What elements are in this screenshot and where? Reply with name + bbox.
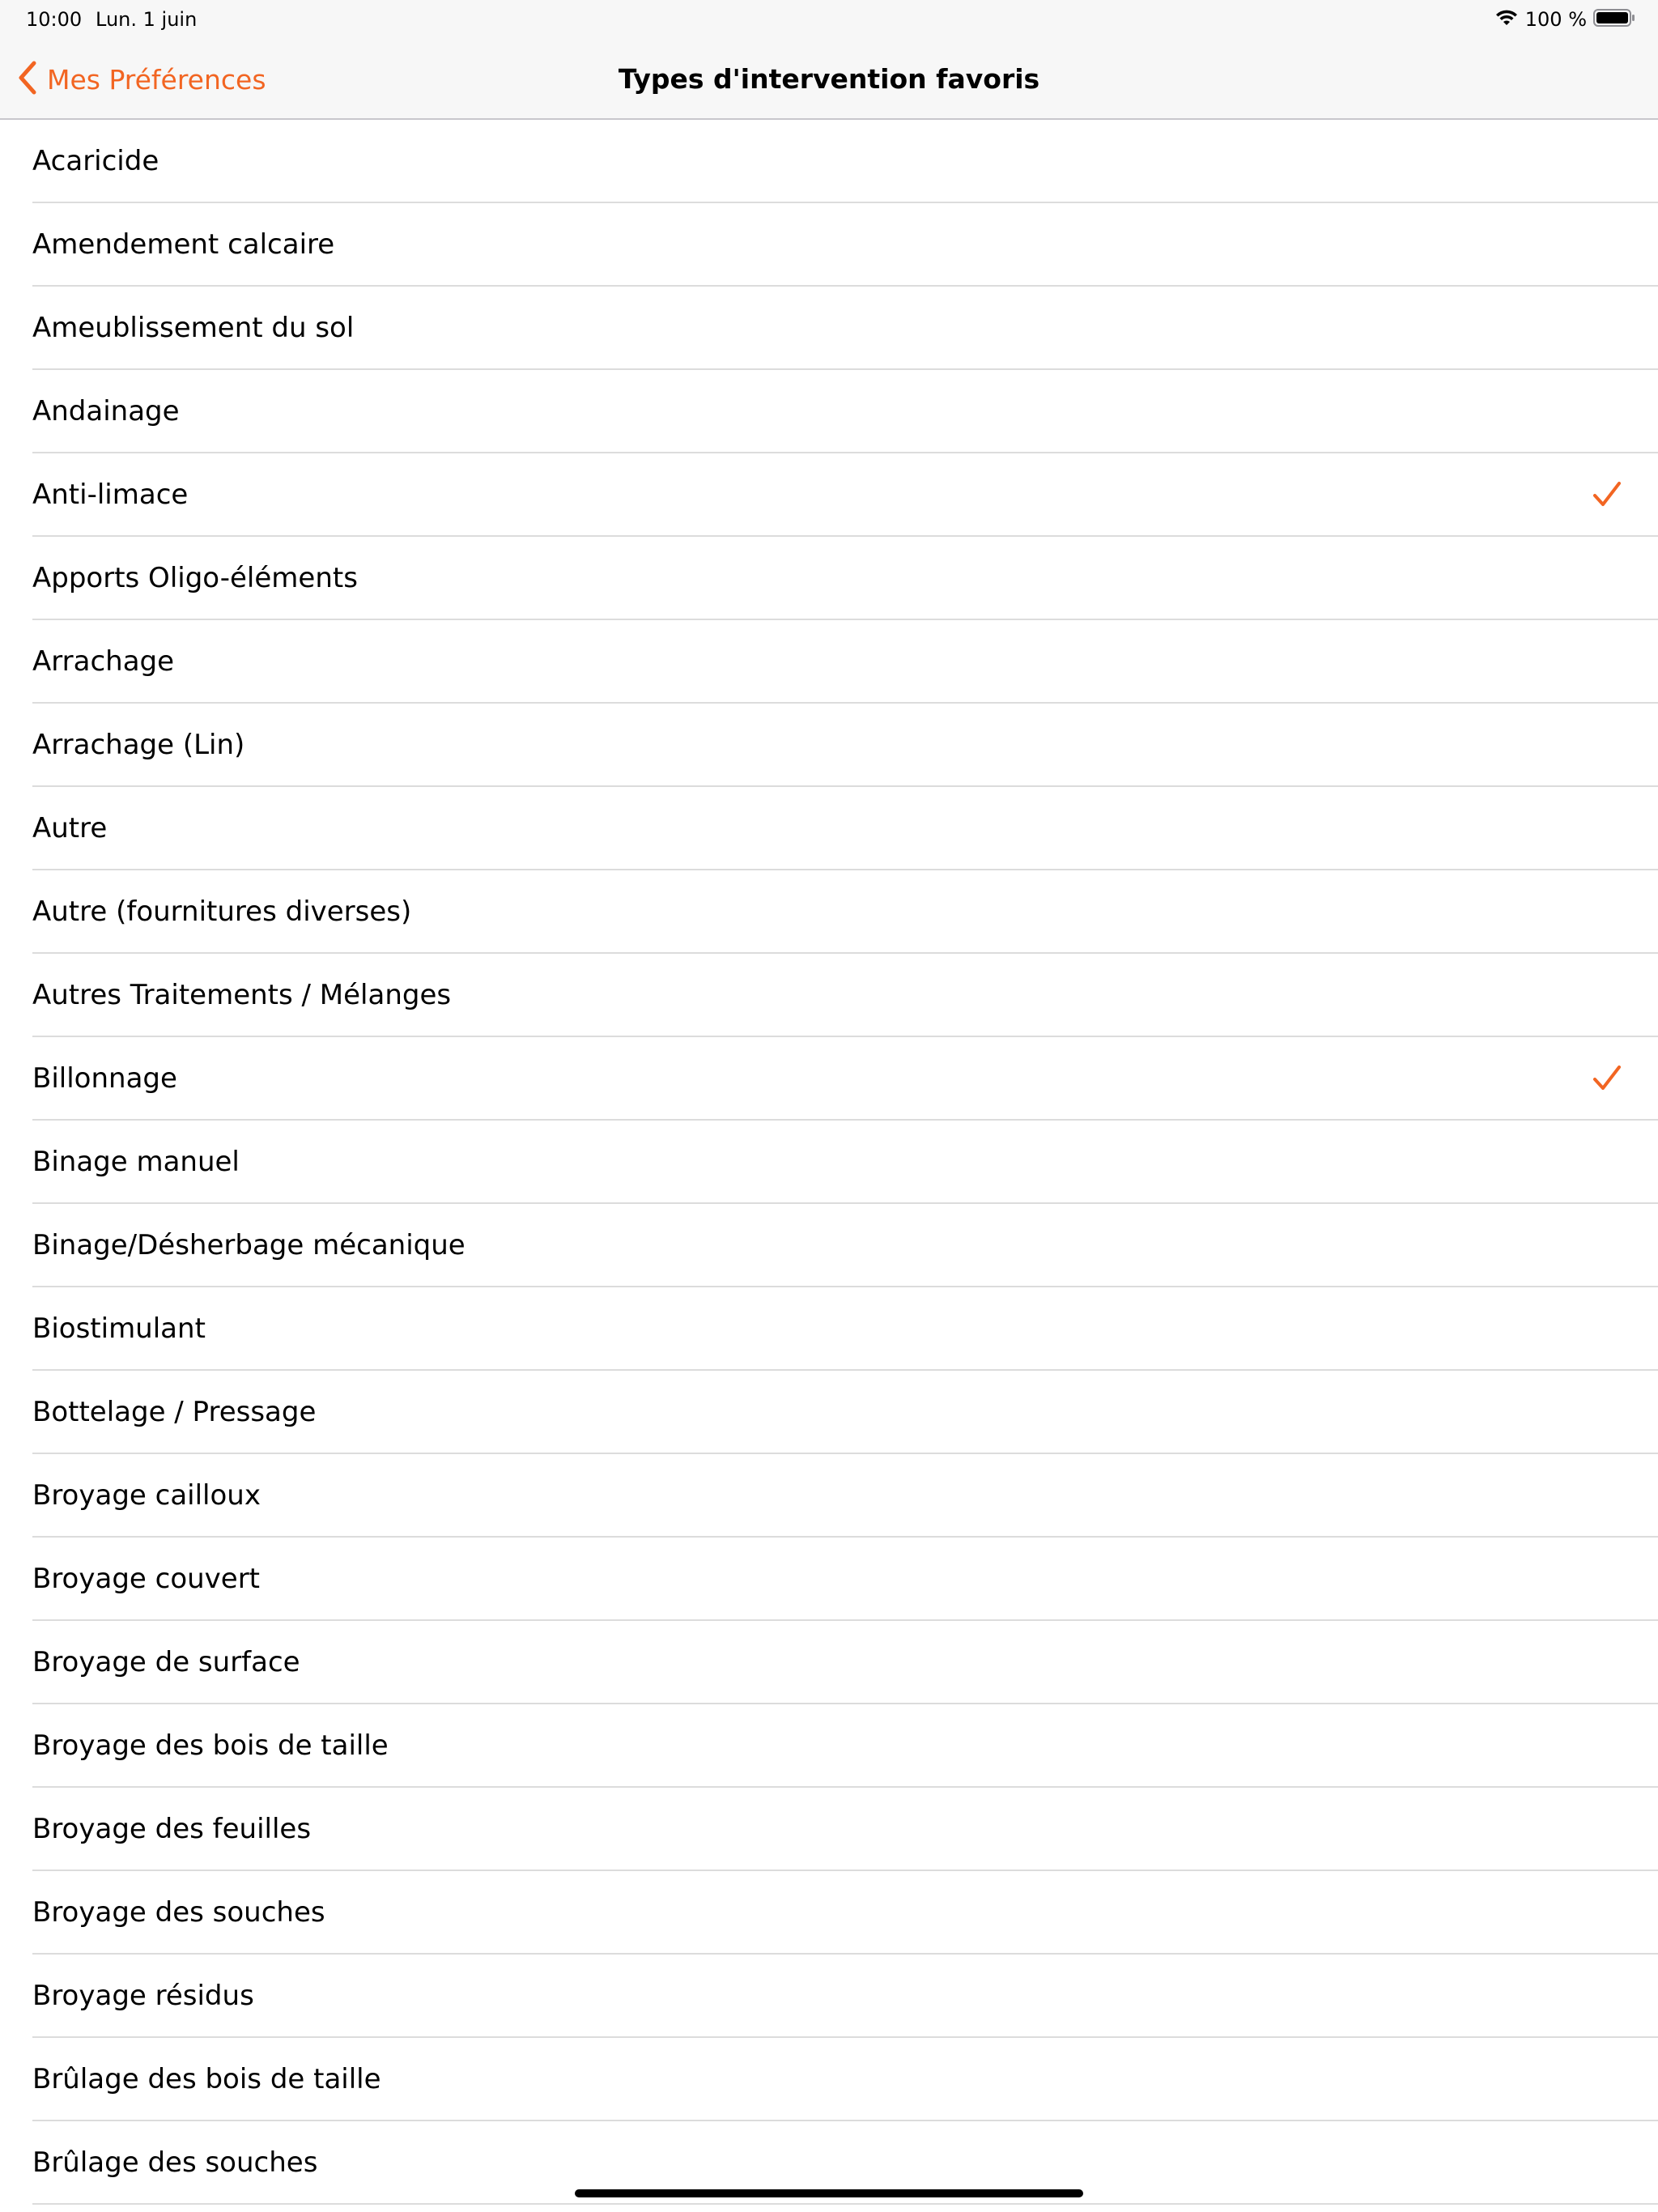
list-item-label: Arrachage (Lin) (32, 729, 245, 761)
list-item-label: Biostimulant (32, 1312, 206, 1345)
list-item[interactable] (0, 2038, 1658, 2121)
list-item-label: Broyage des souches (32, 1896, 325, 1929)
list-item-label: Anti-limace (32, 479, 189, 511)
wifi-icon (1494, 8, 1519, 31)
list-item-label: Broyage de surface (32, 1646, 300, 1678)
status-indicators (1494, 6, 1635, 32)
list-item-label: Acaricide (32, 145, 159, 177)
list-item[interactable] (0, 453, 1658, 537)
list-item[interactable] (0, 287, 1658, 370)
list-item-label: Arrachage (32, 645, 175, 678)
list-item-label: Autres Traitements / Mélanges (32, 979, 452, 1011)
list-item-label: Binage manuel (32, 1146, 240, 1178)
list-item-label: Broyage cailloux (32, 1479, 261, 1512)
list-item-label: Broyage résidus (32, 1980, 254, 2012)
list-item[interactable] (0, 1121, 1658, 1204)
battery-percent: 100 % (1524, 8, 1587, 31)
list-item[interactable] (0, 1204, 1658, 1287)
navigation-bar (0, 39, 1658, 120)
page-title: Types d'intervention favoris (618, 63, 1040, 95)
list-item-label: Broyage des feuilles (32, 1813, 312, 1845)
home-indicator[interactable] (575, 2189, 1083, 2197)
list-item[interactable] (0, 1037, 1658, 1121)
list-item-label: Binage/Désherbage mécanique (32, 1229, 466, 1261)
list-item[interactable] (0, 1538, 1658, 1621)
list-item-label: Autre (fournitures diverses) (32, 895, 412, 928)
list-item[interactable] (0, 1454, 1658, 1538)
status-date: Lun. 1 juin (96, 8, 198, 31)
list-item-label: Brûlage des bois de taille (32, 2063, 381, 2095)
list-item[interactable] (0, 870, 1658, 954)
list-item[interactable] (0, 1788, 1658, 1871)
list-item[interactable] (0, 1371, 1658, 1454)
list-item[interactable] (0, 704, 1658, 787)
list-item[interactable] (0, 620, 1658, 704)
list-item-label: Bottelage / Pressage (32, 1396, 317, 1428)
intervention-type-list (0, 120, 1658, 2205)
battery-icon (1593, 8, 1635, 31)
list-item[interactable] (0, 203, 1658, 287)
list-item-label: Broyage des bois de taille (32, 1729, 389, 1762)
status-time: 10:00 (26, 8, 83, 31)
list-item[interactable] (0, 537, 1658, 620)
list-item-label: Ameublissement du sol (32, 312, 355, 344)
list-item[interactable] (0, 1621, 1658, 1704)
list-item[interactable] (0, 1287, 1658, 1371)
list-item-label: Autre (32, 812, 108, 844)
checkmark-icon (1592, 480, 1622, 509)
back-button-label: Mes Préférences (47, 63, 266, 96)
list-item[interactable] (0, 1955, 1658, 2038)
list-item[interactable] (0, 1871, 1658, 1955)
list-item-label: Billonnage (32, 1062, 177, 1095)
list-item[interactable] (0, 954, 1658, 1037)
list-item-label: Andainage (32, 395, 180, 428)
list-item[interactable] (0, 1704, 1658, 1788)
list-item-label: Amendement calcaire (32, 228, 335, 261)
checkmark-icon (1592, 1064, 1622, 1093)
list-item[interactable] (0, 370, 1658, 453)
status-bar (0, 0, 1658, 39)
list-item-label: Brûlage des souches (32, 2146, 318, 2179)
list-item[interactable] (0, 120, 1658, 203)
list-item-label: Broyage couvert (32, 1563, 261, 1595)
list-item-label: Apports Oligo-éléments (32, 562, 358, 594)
row-separator (32, 2203, 1658, 2205)
list-item[interactable] (0, 787, 1658, 870)
